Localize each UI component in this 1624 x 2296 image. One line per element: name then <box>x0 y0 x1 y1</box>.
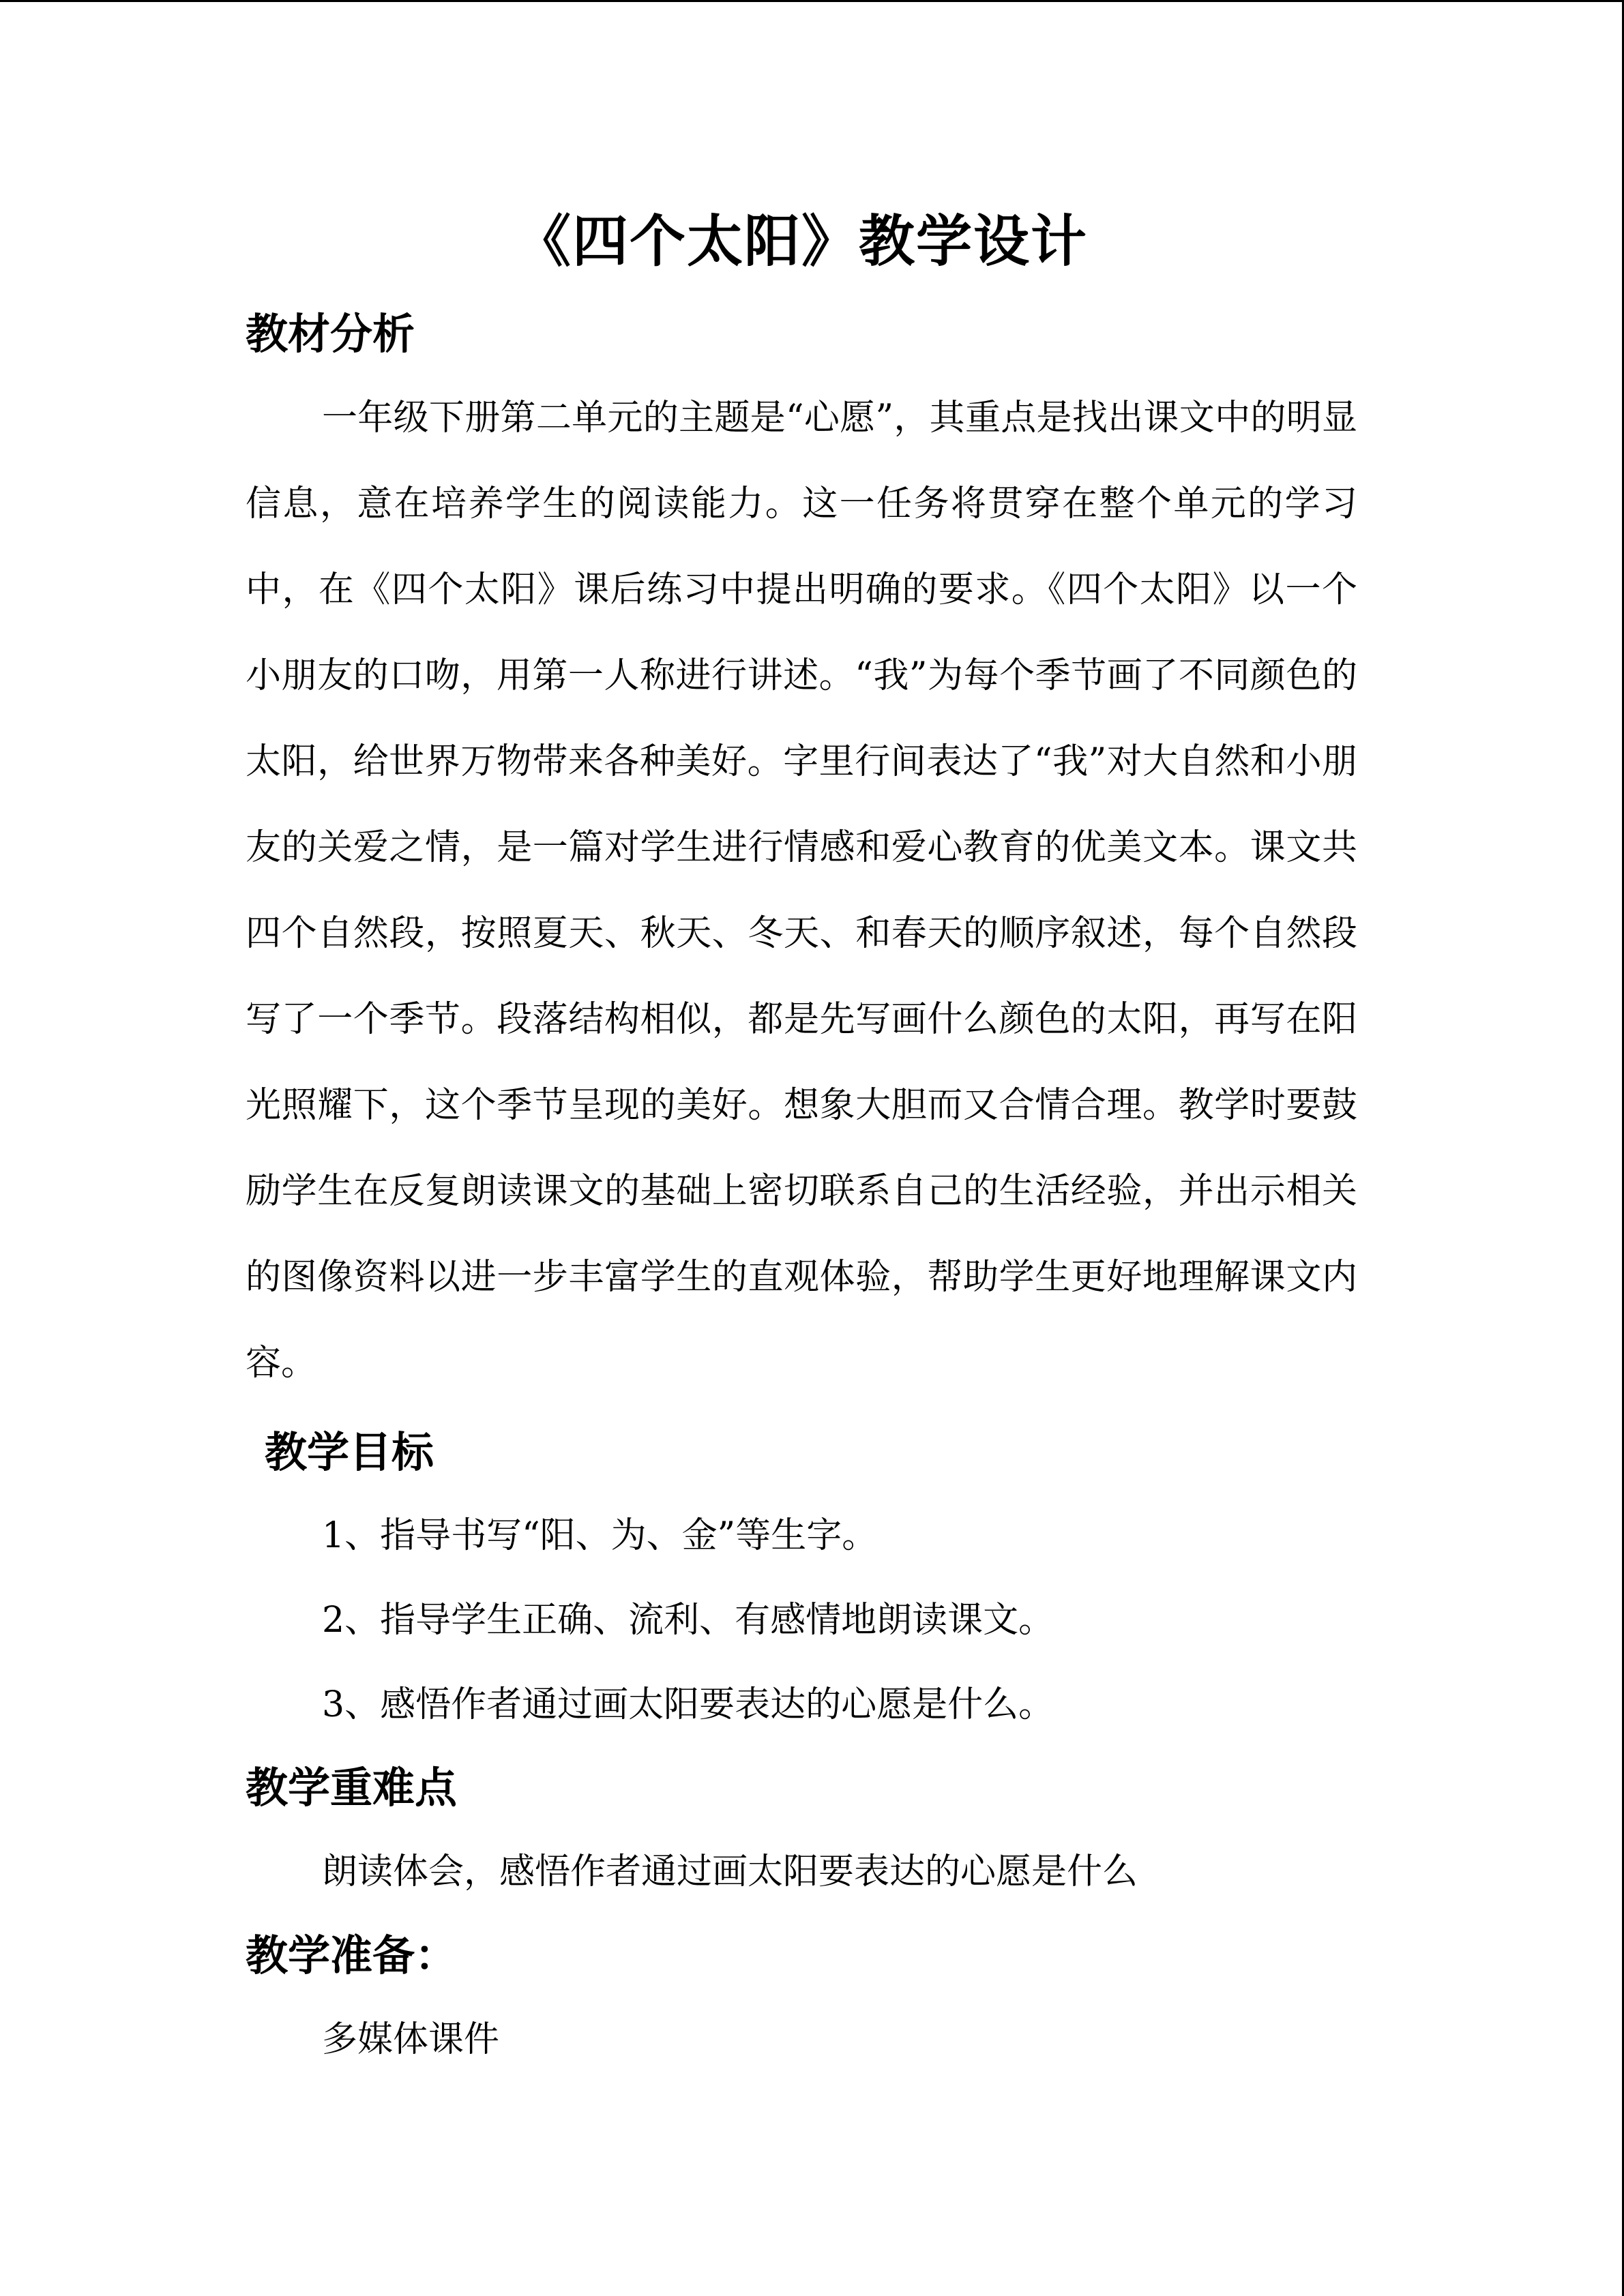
section-heading-preparation: 教学准备： <box>246 1930 458 1980</box>
objective-item: 3、感悟作者通过画太阳要表达的心愿是什么。 <box>322 1684 1054 1725</box>
section-heading-key-points: 教学重难点 <box>246 1763 458 1813</box>
page-top-border <box>0 0 1624 2</box>
key-points-text: 朗读体会，感悟作者通过画太阳要表达的心愿是什么 <box>322 1851 1138 1892</box>
objective-item: 2、指导学生正确、流利、有感情地朗读课文。 <box>322 1600 1054 1641</box>
analysis-paragraph: 一年级下册第二单元的主题是“心愿”，其重点是找出课文中的明显信息，意在培养学生的阅读能力。这一任务将贯穿在整个单元的学习中，在《四个太阳》课后练习中提出明确的要求。《四个太阳》以一个小朋友的口吻，用第一人称进行讲述。“我”为每个季节画了不同颜色的太阳，给世界万物带来各种美好。字里行间表达了“我”对大自然和小朋友的关爱之情，是一篇对学生进行情感和爱心教育的优美文本。课文共四个自然段，按照夏天、秋天、冬天、和春天的顺序叙述，每个自然段写了一个季节。段落结构相似，都是先写画什么颜色的太阳，再写在阳光照耀下，这个季节呈现的美好。想象大胆而又合情合理。教学时要鼓励学生在反复朗读课文的基础上密切联系自己的生活经验，并出示相关的图像资料以进一步丰富学生的直观体验，帮助学生更好地理解课文内容。 <box>246 398 1357 1384</box>
document-title: 《四个太阳》教学设计 <box>514 209 1088 274</box>
section-heading-objectives: 教学目标 <box>265 1427 434 1477</box>
objective-item: 1、指导书写“阳、为、金”等生字。 <box>322 1515 878 1556</box>
section-heading-analysis: 教材分析 <box>246 309 415 359</box>
preparation-text: 多媒体课件 <box>322 2019 500 2060</box>
document-page <box>246 191 1357 2083</box>
